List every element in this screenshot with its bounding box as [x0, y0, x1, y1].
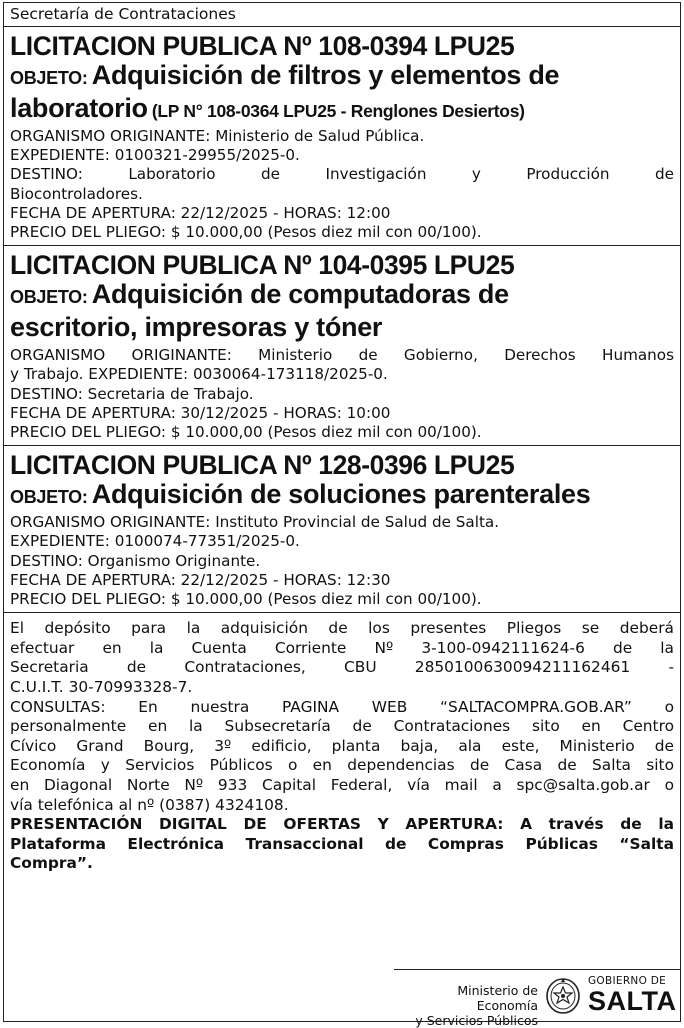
salta-label: SALTA: [588, 986, 677, 1016]
objeto-line: [10, 61, 674, 94]
info-line: Compra”.: [10, 854, 93, 873]
detail-line: ORGANISMO ORIGINANTE: Ministerio de Gobierno, Derechos Humanos: [10, 346, 674, 365]
licitacion-3: [4, 446, 680, 613]
objeto-label: OBJETO:: [10, 487, 88, 508]
licitacion-details: [10, 513, 674, 609]
detail-line: PRECIO DEL PLIEGO: $ 10.000,00 (Pesos diez mil con 00/100).: [10, 590, 482, 609]
objeto-line-2: [10, 94, 674, 127]
detail-line: DESTINO: Laboratorio de Investigación y Producción de: [10, 165, 674, 184]
detail-line: EXPEDIENTE: 0100321-29955/2025-0.: [10, 146, 300, 165]
detail-line: ORGANISMO ORIGINANTE: Instituto Provincial de Salud de Salta.: [10, 513, 500, 532]
licitacion-details: [10, 346, 674, 442]
licitacion-title: LICITACION PUBLICA Nº 128-0396 LPU25: [10, 450, 515, 481]
gobierno-label: GOBIERNO DE: [588, 975, 667, 987]
footer-divider: [394, 969, 680, 970]
objeto-label: OBJETO:: [10, 287, 88, 308]
objeto-text: Adquisición de computadoras de: [91, 279, 509, 310]
detail-line: ORGANISMO ORIGINANTE: Ministerio de Salud Pública.: [10, 127, 425, 145]
detail-line: PRECIO DEL PLIEGO: $ 10.000,00 (Pesos diez mil con 00/100).: [10, 223, 482, 242]
info-line: vía telefónica al nº (0387) 4324108.: [10, 795, 289, 814]
general-info: [4, 613, 680, 877]
objeto-line: [10, 480, 674, 513]
info-line: Plataforma Electrónica Transaccional de Compras Públicas “Salta: [10, 834, 674, 853]
objeto-line-2: [10, 313, 674, 346]
licitacion-title: LICITACION PUBLICA Nº 108-0394 LPU25: [10, 31, 515, 61]
licitacion-1: [4, 27, 680, 246]
ministry-line-1: Ministerio de Economía: [457, 983, 538, 1013]
info-line: CONSULTAS: En nuestra PAGINA WEB “SALTACOMPRA.GOB.AR” o: [10, 697, 674, 716]
provincial-seal-icon: [544, 975, 582, 1015]
objeto-text: Adquisición de soluciones parenterales: [91, 479, 591, 510]
gobierno-salta-logo: [588, 975, 678, 1014]
licitacion-title: LICITACION PUBLICA Nº 104-0395 LPU25: [10, 250, 515, 281]
licitacion-details: [10, 127, 674, 242]
detail-line: Biocontroladores.: [10, 184, 143, 203]
detail-line: EXPEDIENTE: 0100074-77351/2025-0.: [10, 532, 300, 551]
detail-line: FECHA DE APERTURA: 22/12/2025 - HORAS: 12:30: [10, 570, 391, 589]
detail-line: DESTINO: Secretaria de Trabajo.: [10, 384, 254, 403]
notice-page: [3, 2, 681, 1028]
consultas-paragraph: [10, 698, 674, 816]
detail-line: PRECIO DEL PLIEGO: $ 10.000,00 (Pesos diez mil con 00/100).: [10, 423, 482, 442]
page-header: Secretaría de Contrataciones: [4, 3, 680, 27]
ministry-line-2: y Servicios Públicos: [415, 1013, 538, 1028]
objeto-text: Adquisición de filtros y elementos de: [91, 60, 560, 90]
footer: [4, 969, 680, 1028]
presentacion-paragraph: [10, 815, 674, 874]
detail-line: FECHA DE APERTURA: 22/12/2025 - HORAS: 12:00: [10, 203, 391, 222]
detail-line: DESTINO: Organismo Originante.: [10, 551, 261, 570]
deposito-paragraph: [10, 619, 674, 697]
info-line: Secretaria de Contrataciones, CBU 2850100630094211162461 -: [10, 658, 674, 677]
info-line: en Diagonal Norte Nº 933 Capital Federal, vía mail a spc@salta.gob.ar o: [10, 776, 674, 794]
info-line: personalmente en la Subsecretaría de Contrataciones sito en Centro: [10, 717, 674, 736]
detail-line: y Trabajo. EXPEDIENTE: 0030064-173118/2025-0.: [10, 365, 388, 384]
objeto-line: [10, 280, 674, 313]
info-line: Cívico Grand Bourg, 3º edificio, planta baja, ala este, Ministerio de: [10, 736, 674, 755]
objeto-text-2: escritorio, impresoras y tóner: [10, 312, 383, 343]
info-line: El depósito para la adquisición de los presentes Pliegos se deberá: [10, 619, 674, 638]
objeto-text-2: laboratorio: [10, 93, 148, 123]
info-line: efectuar en la Cuenta Corriente Nº 3-100-0942111624-6 de la: [10, 638, 674, 657]
objeto-note: (LP N° 108-0364 LPU25 - Renglones Desiertos): [151, 101, 525, 121]
info-line: Economía y Servicios Públicos o en dependencias de Casa de Salta sito: [10, 756, 674, 775]
objeto-label: OBJETO:: [10, 68, 88, 88]
info-line: C.U.I.T. 30-70993328-7.: [10, 678, 193, 697]
licitacion-2: [4, 246, 680, 446]
ministry-name: [400, 983, 538, 1028]
detail-line: FECHA DE APERTURA: 30/12/2025 - HORAS: 10:00: [10, 403, 391, 422]
info-line: PRESENTACIÓN DIGITAL DE OFERTAS Y APERTURA: A través de la: [10, 815, 674, 834]
